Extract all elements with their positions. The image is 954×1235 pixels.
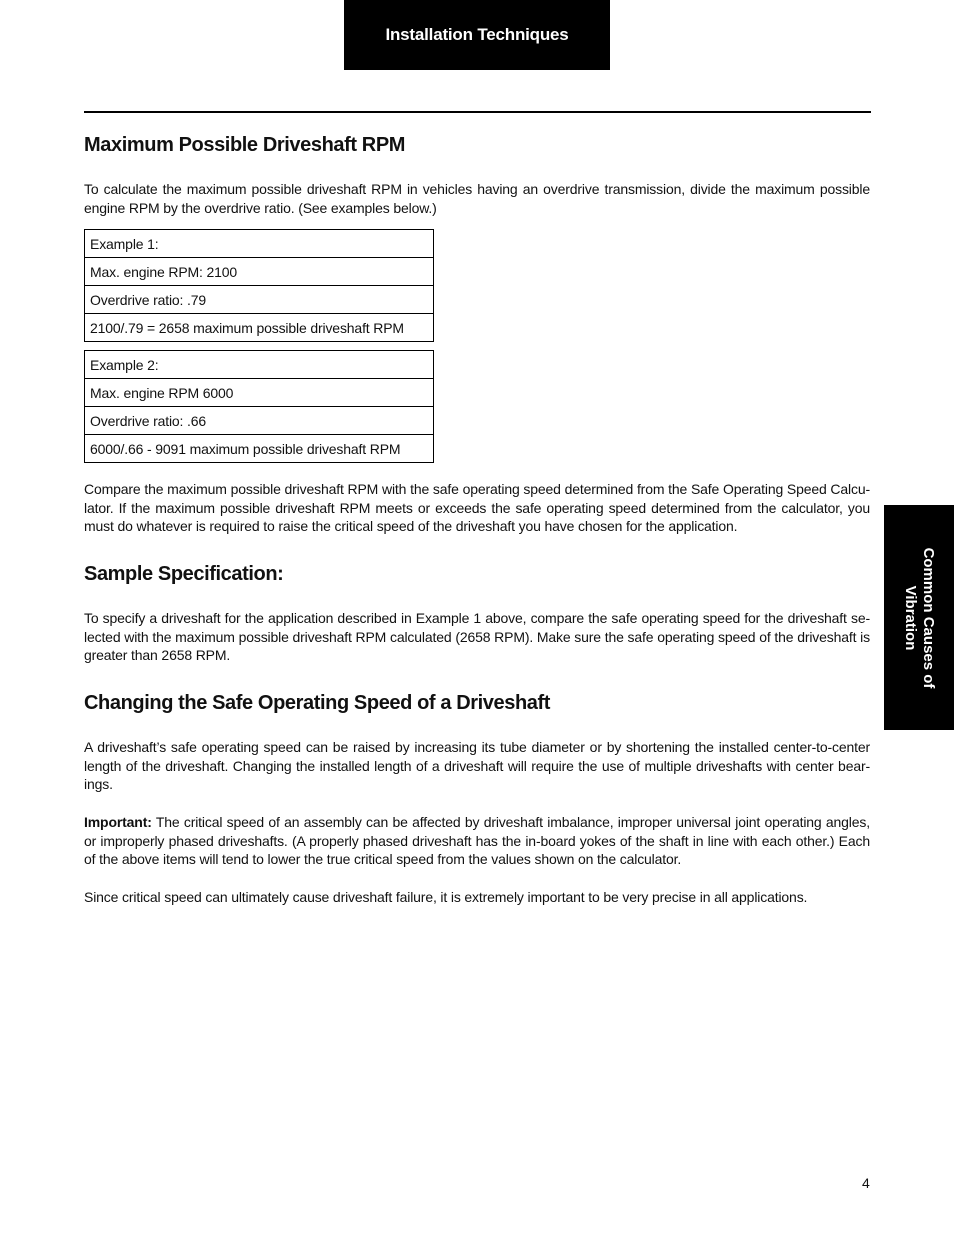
- section-heading-changing-speed: Changing the Safe Operating Speed of a Driveshaft: [84, 692, 551, 714]
- compare-paragraph: Compare the maximum possible driveshaft RPM with the safe operating speed determined from the Safe Operating Speed Calcu-lator. If the maximum possible driveshaft RPM meets or exceeds the safe operating speed determined from the calculator, you must do whatever is required to raise the critical speed of the driveshaft you have chosen for the application.: [84, 481, 870, 535]
- example-2-row: Example 2:: [85, 351, 434, 379]
- page-number: 4: [862, 1175, 870, 1191]
- header-rule: [84, 111, 871, 113]
- section-heading-max-rpm: Maximum Possible Driveshaft RPM: [84, 134, 406, 156]
- important-label: Important:: [84, 814, 152, 830]
- section-heading-sample-spec: Sample Specification:: [84, 563, 284, 585]
- closing-paragraph: Since critical speed can ultimately cause driveshaft failure, it is extremely important to be very precise in all applications.: [84, 889, 808, 905]
- example-1-table: [84, 229, 434, 342]
- example-2-row: Max. engine RPM 6000: [85, 379, 434, 407]
- example-2-table: [84, 350, 434, 463]
- side-tab: [884, 505, 954, 730]
- side-tab-line2: Vibration: [902, 585, 919, 650]
- example-1-row: Max. engine RPM: 2100: [85, 258, 434, 286]
- header-tab-label: Installation Techniques: [385, 25, 569, 44]
- example-2-row: Overdrive ratio: .66: [85, 407, 434, 435]
- example-1-row: Overdrive ratio: .79: [85, 286, 434, 314]
- side-tab-line1: Common Causes of: [920, 547, 937, 688]
- sample-spec-paragraph: To specify a driveshaft for the application described in Example 1 above, compare the safe operating speed for the driveshaft se-lected with the maximum possible driveshaft RPM calculated (2658 RPM). Make sure the safe operating speed of the driveshaft is greater than 2658 RPM.: [84, 610, 870, 664]
- important-text: The critical speed of an assembly can be affected by driveshaft imbalance, improper universal joint operating angles, or improperly phased driveshafts. (A properly phased driveshaft has the in-board yokes of the shaft in line with each other.) Each of the above items will tend to lower the true critical speed from the values shown on the calculator.: [84, 814, 870, 868]
- important-paragraph: [84, 813, 870, 869]
- example-1-row: Example 1:: [85, 230, 434, 258]
- changing-speed-paragraph: A driveshaft’s safe operating speed can be raised by increasing its tube diameter or by shortening the installed center-to-center length of the driveshaft. Changing the installed length of a driveshaft will require the use of multiple driveshafts with center bear-ings.: [84, 739, 870, 793]
- example-1-row: 2100/.79 = 2658 maximum possible driveshaft RPM: [85, 314, 434, 342]
- max-rpm-intro: To calculate the maximum possible driveshaft RPM in vehicles having an overdrive transmission, divide the maximum possible engine RPM by the overdrive ratio. (See examples below.): [84, 181, 870, 216]
- side-tab-label: [901, 505, 937, 730]
- example-2-row: 6000/.66 - 9091 maximum possible driveshaft RPM: [85, 435, 434, 463]
- header-tab: [344, 0, 610, 70]
